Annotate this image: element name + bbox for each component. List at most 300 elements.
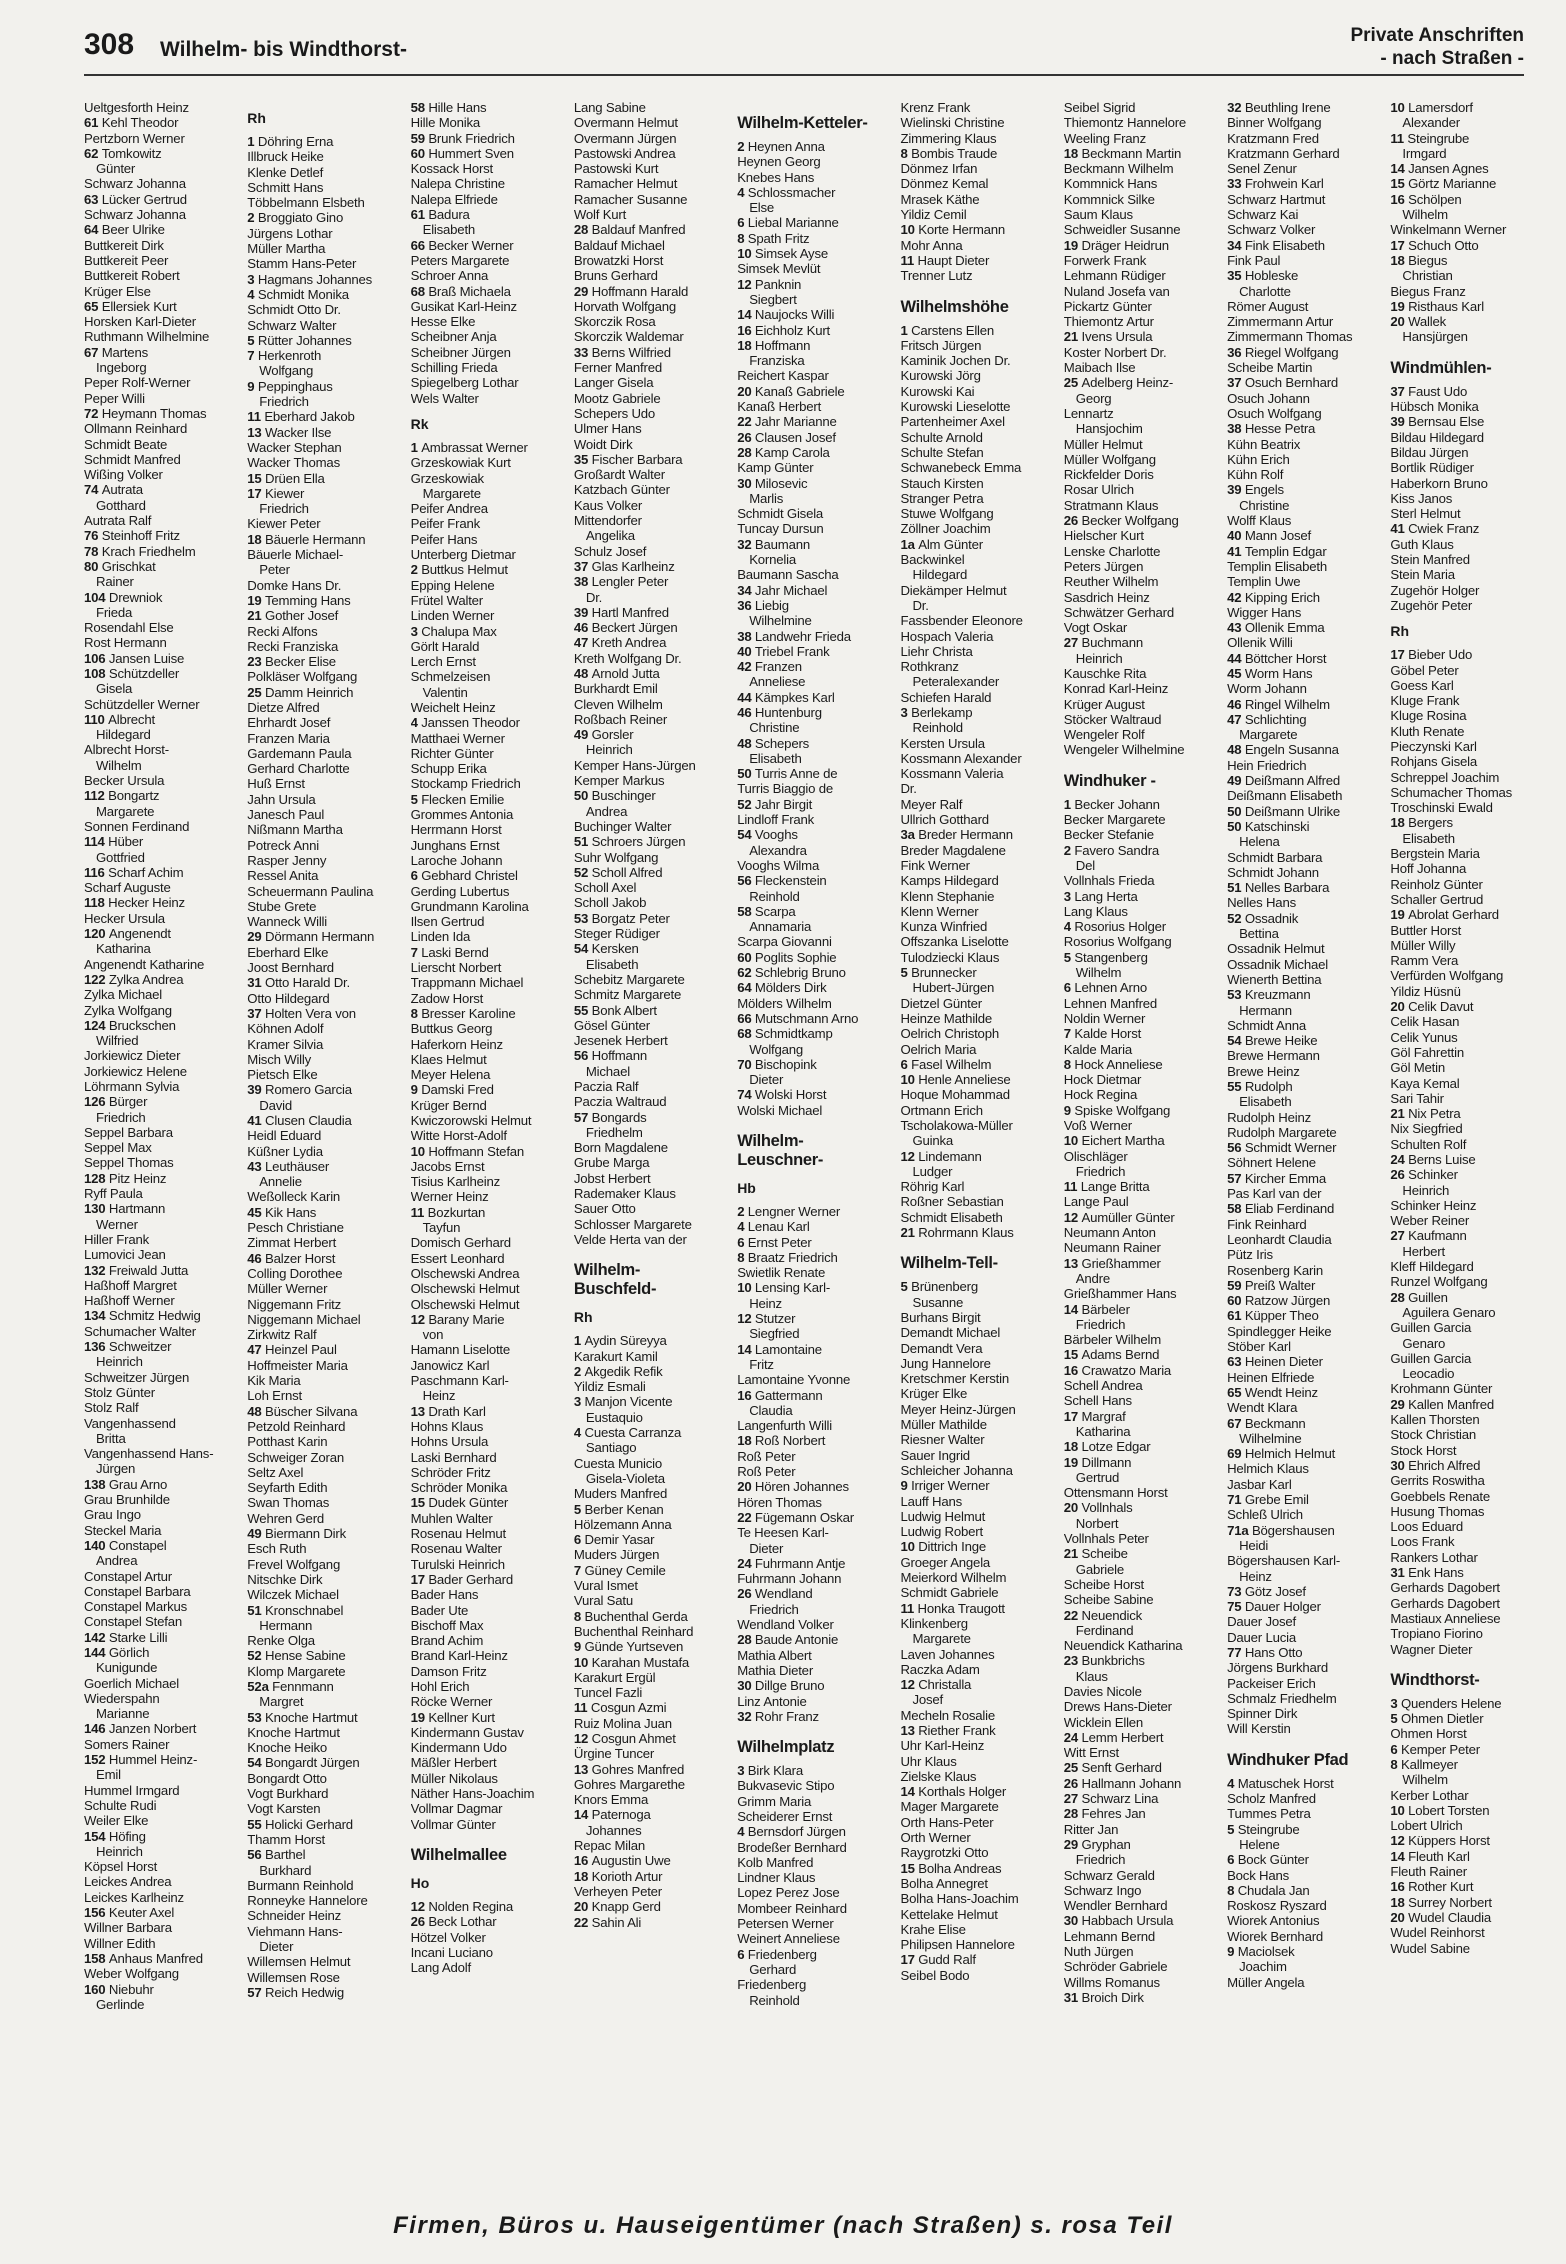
resident-entry [574, 1807, 733, 1822]
resident-entry [1390, 176, 1549, 191]
entry-continuation: Helene [1239, 1836, 1280, 1852]
resident-entry [247, 654, 406, 669]
resident-entry [1227, 880, 1386, 895]
resident-entry [737, 307, 896, 322]
entry-continuation: Ferdinand [1075, 1622, 1134, 1638]
resident-entry: Bortlik Rüdiger [1390, 460, 1474, 476]
resident-name: Cwiek Franz [1408, 521, 1480, 537]
resident-entry [247, 1603, 406, 1618]
resident-entry: Dietze Alfred [247, 699, 320, 715]
resident-name: Reich Hedwig [265, 1984, 344, 2000]
resident-name: Lücker Gertrud [101, 191, 187, 207]
resident-name: Schmitz Hedwig [108, 1308, 201, 1324]
entry-continuation: Hermann [1239, 1002, 1292, 1018]
resident-entry: Stockamp Friedrich [410, 776, 521, 792]
house-number: 15 [410, 1495, 429, 1511]
resident-name: Hobleske [1244, 268, 1299, 284]
resident-entry [1064, 1302, 1223, 1317]
resident-name: Knapp Gerd [591, 1899, 661, 1915]
resident-name: Berns Wilfried [591, 344, 671, 360]
house-number: 158 [84, 1950, 109, 1966]
resident-entry: Stuwe Wolfgang [900, 506, 994, 522]
resident-name: Wacker Ilse [265, 424, 332, 440]
house-number: 28 [737, 444, 755, 460]
resident-entry [84, 1645, 243, 1660]
resident-entry: Forwerk Frank [1063, 252, 1147, 268]
resident-entry [737, 736, 896, 751]
resident-entry: Tscholakowa-Müller [900, 1118, 1013, 1133]
resident-entry: Schweiger Zoran [247, 1449, 344, 1465]
resident-name: Baldauf Manfred [591, 222, 686, 238]
house-number: 26 [1390, 1167, 1409, 1183]
house-number: 20 [1390, 1909, 1409, 1925]
resident-entry: Rickfelder Doris [1063, 467, 1154, 483]
resident-entry: Kik Maria [247, 1373, 301, 1389]
house-number: 70 [737, 1056, 755, 1072]
resident-name: Wallek [1408, 314, 1446, 330]
house-number: 160 [84, 1981, 109, 1997]
house-number: 42 [737, 659, 755, 675]
resident-entry [84, 1752, 243, 1767]
house-number: 78 [84, 543, 102, 559]
resident-name: Lemm Herbert [1081, 1729, 1164, 1745]
resident-entry: Domke Hans Dr. [247, 577, 342, 593]
resident-entry: Olschewski Andrea [410, 1265, 520, 1281]
entry-continuation: Wilhelmine [1239, 1430, 1302, 1446]
resident-name: Nix Petra [1408, 1106, 1461, 1122]
resident-name: Barany Marie [428, 1311, 505, 1327]
resident-entry: Reuther Wilhelm [1063, 574, 1159, 590]
resident-name: Birk Klara [747, 1763, 803, 1779]
house-number: 12 [1063, 1209, 1082, 1225]
resident-entry [574, 1532, 733, 1547]
resident-entry [84, 1171, 243, 1186]
resident-entry [411, 1495, 570, 1510]
house-number: 60 [737, 949, 755, 965]
resident-entry: Kaus Volker [573, 497, 643, 513]
resident-name: Celik Davut [1408, 999, 1474, 1015]
entry-continuation: Christine [1239, 497, 1290, 513]
resident-entry [411, 1006, 570, 1021]
resident-entry [737, 215, 896, 230]
resident-entry [574, 834, 733, 849]
house-number: 71 [1227, 1492, 1245, 1508]
resident-entry [574, 1502, 733, 1517]
resident-entry [1064, 1760, 1223, 1775]
resident-entry [247, 379, 406, 394]
house-number: 14 [1390, 1848, 1409, 1864]
house-number: 134 [84, 1308, 109, 1324]
resident-entry: Grau Ingo [84, 1507, 141, 1523]
resident-entry: Lang Adolf [410, 1960, 471, 1976]
resident-entry: Bukvasevic Stipo [737, 1778, 835, 1794]
resident-entry: Roß Peter [737, 1448, 796, 1464]
resident-entry: Unterberg Dietmar [410, 547, 516, 563]
resident-entry: Hoque Mohammad [900, 1087, 1010, 1103]
resident-entry: Vural Satu [573, 1593, 633, 1609]
resident-entry: Scholl Axel [573, 880, 637, 896]
resident-entry [1064, 1608, 1223, 1623]
resident-entry: Schepers Udo [573, 405, 656, 421]
resident-entry: Mäßler Herbert [410, 1755, 497, 1771]
resident-entry: Cleven Wilhelm [573, 696, 663, 712]
entry-continuation: Dr. [585, 589, 603, 605]
house-number: 42 [1227, 589, 1245, 605]
house-number: 50 [1227, 818, 1245, 834]
resident-name: Drüen Ella [265, 470, 325, 486]
resident-name: Güney Cemile [584, 1562, 666, 1578]
resident-entry: Wolski Michael [737, 1102, 823, 1118]
resident-entry: Schmidt Manfred [84, 451, 181, 467]
street-heading: Wilhelmallee [410, 1845, 507, 1864]
resident-entry [737, 1709, 896, 1724]
resident-entry [1227, 1293, 1386, 1308]
resident-entry: Buttler Horst [1390, 922, 1462, 938]
resident-entry: Jesenek Herbert [573, 1033, 668, 1049]
resident-name: Favero Sandra [1074, 842, 1160, 858]
resident-entry: Lehmann Rüdiger [1063, 268, 1166, 284]
resident-entry [900, 1861, 1059, 1876]
resident-entry [900, 1072, 1059, 1087]
entry-continuation: Angelika [585, 528, 635, 544]
resident-name: Cosgun Ahmet [591, 1730, 676, 1746]
resident-name: Enk Hans [1408, 1565, 1464, 1581]
resident-entry [1227, 238, 1386, 253]
resident-entry: Muders Manfred [573, 1486, 668, 1502]
entry-continuation: Herbert [1402, 1243, 1445, 1259]
resident-entry: Schneider Heinz [247, 1908, 342, 1924]
resident-entry: Worm Johann [1227, 681, 1307, 697]
house-number: 62 [737, 965, 755, 981]
house-number: 62 [84, 145, 102, 161]
resident-entry [84, 345, 243, 360]
resident-name: Leuthäuser [265, 1158, 330, 1174]
resident-entry: Kamp Günter [737, 460, 814, 476]
resident-name: Biegus [1408, 252, 1448, 268]
resident-name: Schmidt Monika [257, 286, 349, 302]
resident-entry [1227, 1354, 1386, 1369]
directory-column [737, 100, 900, 2210]
resident-name: Brünenberg [911, 1279, 979, 1295]
resident-name: Temming Hans [265, 592, 351, 608]
resident-entry: Krüger Elke [900, 1386, 968, 1402]
entry-continuation: Claudia [749, 1402, 793, 1418]
house-number: 18 [247, 531, 266, 547]
house-number: 10 [1063, 1133, 1082, 1149]
resident-entry: Becker Stefanie [1063, 827, 1154, 843]
resident-entry: Schell Andrea [1063, 1378, 1143, 1394]
house-number: 9 [247, 378, 258, 394]
resident-entry: Seppel Thomas [84, 1155, 174, 1171]
resident-entry: Swan Thomas [247, 1495, 330, 1511]
resident-entry: Lang Sabine [573, 100, 646, 115]
resident-entry: Rudolph Heinz [1227, 1109, 1311, 1125]
resident-entry [737, 1342, 896, 1357]
resident-name: Anhaus Manfred [108, 1950, 203, 1966]
resident-entry [1390, 253, 1549, 268]
resident-entry [247, 1205, 406, 1220]
resident-entry [1390, 1167, 1549, 1182]
resident-entry: Lehnen Manfred [1063, 995, 1158, 1011]
house-number: 56 [737, 873, 755, 889]
house-number: 18 [1063, 145, 1082, 161]
resident-entry [900, 323, 1059, 338]
house-number: 6 [1063, 980, 1075, 996]
resident-entry [574, 1394, 733, 1409]
house-number: 51 [573, 834, 592, 850]
resident-entry: Steckel Maria [84, 1522, 162, 1538]
resident-entry: Kratzmann Fred [1227, 130, 1319, 146]
resident-entry: Velde Herta van der [573, 1231, 687, 1247]
entry-continuation: Wilhelmine [749, 613, 812, 629]
resident-entry: Suhr Wolfgang [573, 849, 659, 865]
resident-entry [411, 207, 570, 222]
resident-entry: Kossmann Valeria [900, 766, 1004, 782]
resident-name: Otto Harald Dr. [265, 975, 350, 991]
house-number: 25 [1063, 375, 1082, 391]
resident-name: Eberhard Jakob [264, 409, 355, 425]
house-number: 108 [84, 665, 109, 681]
resident-entry [84, 666, 243, 681]
resident-entry: Schaller Gertrud [1390, 891, 1484, 907]
resident-name: Peppinghaus [257, 378, 333, 394]
house-number: 19 [1063, 1454, 1082, 1470]
house-number: 48 [573, 665, 592, 681]
house-number: 63 [84, 191, 102, 207]
resident-name: Landwehr Frieda [754, 628, 851, 644]
resident-entry: Schmidt Beate [84, 436, 168, 452]
resident-entry [1064, 1776, 1223, 1791]
resident-name: Bongards [591, 1109, 647, 1125]
resident-entry: Tropiano Fiorino [1390, 1626, 1483, 1642]
house-number: 25 [247, 684, 266, 700]
resident-entry [1390, 907, 1549, 922]
street-heading: Wilhelm- Buschfeld- [573, 1261, 657, 1299]
resident-entry: Wehren Gerd [247, 1510, 325, 1526]
resident-entry [84, 1538, 243, 1553]
resident-entry [737, 1510, 896, 1525]
resident-entry: Rosorius Wolfgang [1063, 934, 1172, 950]
resident-entry [1390, 1397, 1549, 1412]
resident-name: Gattermann [754, 1387, 823, 1403]
resident-entry: Tuncel Fazli [573, 1685, 643, 1701]
resident-name: Brewe Heike [1244, 1033, 1318, 1049]
entry-continuation: Heinrich [585, 742, 633, 758]
resident-name: Liebig [754, 597, 789, 613]
resident-entry: Bildau Jürgen [1390, 444, 1469, 460]
resident-entry: Werner Heinz [410, 1189, 489, 1205]
resident-entry: Mombeer Reinhard [737, 1900, 847, 1916]
entry-continuation: Hermann [259, 1617, 313, 1633]
house-number: 21 [1390, 1106, 1409, 1122]
resident-entry: Kossack Horst [410, 161, 494, 177]
house-number: 75 [1227, 1599, 1245, 1615]
resident-name: Bader Gerhard [428, 1571, 513, 1587]
resident-entry: Vollnhals Peter [1063, 1531, 1149, 1547]
house-number: 11 [247, 409, 265, 425]
resident-entry: Jahn Ursula [247, 791, 316, 807]
resident-entry [411, 1082, 570, 1097]
resident-entry [1064, 1363, 1223, 1378]
resident-entry: Heinze Mathilde [900, 1010, 993, 1026]
resident-entry [737, 766, 896, 781]
resident-entry: Riesner Walter [900, 1432, 985, 1448]
house-number: 23 [1063, 1653, 1082, 1669]
house-number: 50 [737, 766, 755, 782]
resident-entry: Woidt Dirk [573, 436, 633, 452]
resident-entry [84, 406, 243, 421]
resident-entry: Grießhammer Hans [1063, 1286, 1177, 1302]
resident-entry [737, 1388, 896, 1403]
resident-name: Balzer Horst [265, 1250, 336, 1266]
house-number: 13 [1063, 1255, 1082, 1271]
house-number: 4 [737, 1219, 748, 1235]
house-number: 26 [1063, 1775, 1082, 1791]
house-number: 3 [247, 271, 258, 287]
resident-name: Henle Anneliese [918, 1072, 1011, 1088]
house-number: 12 [410, 1311, 429, 1327]
resident-entry: Ossadnik Michael [1227, 956, 1328, 972]
resident-entry: Stolz Ralf [84, 1400, 139, 1416]
entry-continuation: Else [749, 200, 775, 216]
house-number: 60 [410, 145, 429, 161]
house-number: 25 [1063, 1760, 1082, 1776]
house-number: 58 [1227, 1201, 1245, 1217]
resident-name: Jahr Birgit [754, 796, 813, 812]
resident-entry: Peifer Hans [410, 531, 478, 547]
house-number: 19 [1390, 298, 1409, 314]
resident-name: Ellersiek Kurt [101, 298, 177, 314]
house-number: 10 [737, 1280, 755, 1296]
resident-name: Stangenberg [1074, 949, 1148, 965]
house-number: 38 [737, 628, 755, 644]
resident-entry: Kühn Erich [1227, 451, 1290, 467]
resident-entry [84, 972, 243, 987]
resident-entry: Ortmann Erich [900, 1102, 983, 1118]
resident-entry: Kommnick Silke [1063, 191, 1155, 207]
resident-name: Frohwein Karl [1244, 176, 1324, 192]
resident-entry [247, 1755, 406, 1770]
resident-entry [900, 146, 1059, 161]
resident-entry: Zugehör Holger [1390, 582, 1480, 598]
resident-entry: Lange Paul [1063, 1194, 1129, 1210]
resident-name: Kersken [591, 941, 639, 957]
resident-entry [1064, 1103, 1223, 1118]
resident-entry [247, 425, 406, 440]
resident-name: Dittrich Inge [918, 1539, 986, 1555]
resident-name: Friedenberg [747, 1946, 817, 1962]
entry-continuation: Leocadio [1402, 1366, 1455, 1382]
resident-name: Dörmann Hermann [265, 929, 375, 945]
resident-name: Rütter Johannes [257, 332, 352, 348]
resident-entry: Buttkereit Peer [84, 252, 169, 268]
resident-name: Buttkus Helmut [421, 562, 508, 578]
resident-name: Bürger [108, 1094, 148, 1110]
resident-entry [900, 705, 1059, 720]
house-number: 5 [573, 1501, 585, 1517]
resident-entry: Mastiaux Anneliese [1390, 1610, 1501, 1626]
house-number: 30 [1390, 1457, 1409, 1473]
resident-entry: Krenz Frank [900, 100, 971, 115]
house-number: 13 [573, 1761, 592, 1777]
resident-entry: Krüger Else [84, 283, 151, 299]
resident-name: Borgatz Peter [591, 910, 670, 926]
resident-entry: Senel Zenur [1227, 161, 1297, 177]
resident-entry: Bäuerle Michael- [247, 547, 344, 563]
resident-name: Beckmann [1244, 1415, 1306, 1431]
resident-entry [1064, 1500, 1223, 1515]
resident-entry: Schulte Arnold [900, 429, 983, 445]
resident-entry [574, 1003, 733, 1018]
resident-entry: Horsken Karl-Dieter [84, 314, 196, 330]
resident-entry: Müller Angela [1227, 1974, 1305, 1990]
resident-entry [737, 644, 896, 659]
house-number: 4 [737, 184, 748, 200]
resident-name: Brunnecker [911, 965, 977, 981]
resident-entry: Ressel Anita [247, 868, 319, 884]
resident-entry: Krüger August [1063, 696, 1145, 712]
resident-name: Mann Josef [1244, 528, 1311, 544]
resident-entry: Scheiderer Ernst [737, 1808, 833, 1824]
resident-name: Lengler Peter [591, 574, 669, 590]
house-number: 33 [1227, 176, 1245, 192]
resident-entry: Müller Martha [247, 241, 326, 257]
entry-continuation: Margarete [1239, 727, 1298, 743]
house-number: 20 [737, 383, 755, 399]
resident-name: Tomkowitz [101, 145, 162, 161]
resident-name: Scheibe [1081, 1546, 1128, 1562]
resident-entry [1227, 1308, 1386, 1323]
resident-entry: Zöllner Joachim [900, 521, 991, 537]
entry-continuation: Wilhelm [1402, 1772, 1448, 1788]
resident-name: Senft Gerhard [1081, 1760, 1162, 1776]
resident-entry: Röcke Werner [410, 1694, 493, 1710]
entry-continuation: Werner [96, 1216, 138, 1232]
resident-entry: Hübsch Monika [1390, 399, 1479, 415]
house-number: 30 [737, 475, 755, 491]
resident-entry: Schulte Stefan [900, 444, 984, 460]
resident-entry [1227, 666, 1386, 681]
resident-entry: Rosenau Helmut [410, 1526, 507, 1542]
resident-entry [247, 1006, 406, 1021]
directory-column [84, 100, 247, 2210]
house-number: 4 [1227, 1775, 1238, 1791]
resident-name: Wendland [754, 1586, 813, 1602]
resident-entry [1390, 161, 1549, 176]
entry-continuation: Frieda [96, 604, 133, 620]
house-number: 2 [1063, 842, 1075, 858]
resident-entry [247, 532, 406, 547]
resident-name: Abrolat Gerhard [1408, 907, 1499, 923]
resident-entry: Herrmann Horst [410, 822, 502, 838]
entry-continuation: Del [1075, 857, 1095, 873]
entry-continuation: Rainer [96, 574, 134, 590]
resident-entry: Schulten Rolf [1390, 1136, 1467, 1152]
resident-entry [84, 895, 243, 910]
resident-name: Kreth Andrea [591, 635, 667, 651]
resident-entry [84, 865, 243, 880]
resident-entry: Buttkereit Dirk [84, 237, 164, 253]
resident-entry [1390, 299, 1549, 314]
resident-entry [737, 598, 896, 613]
resident-name: Bock Günter [1237, 1852, 1309, 1868]
resident-entry: Hock Regina [1063, 1087, 1138, 1103]
resident-entry [574, 727, 733, 742]
resident-entry: Albrecht Horst- [84, 742, 169, 758]
resident-entry [737, 1678, 896, 1693]
resident-name: Grischkat [101, 558, 156, 574]
resident-entry [247, 1679, 406, 1694]
